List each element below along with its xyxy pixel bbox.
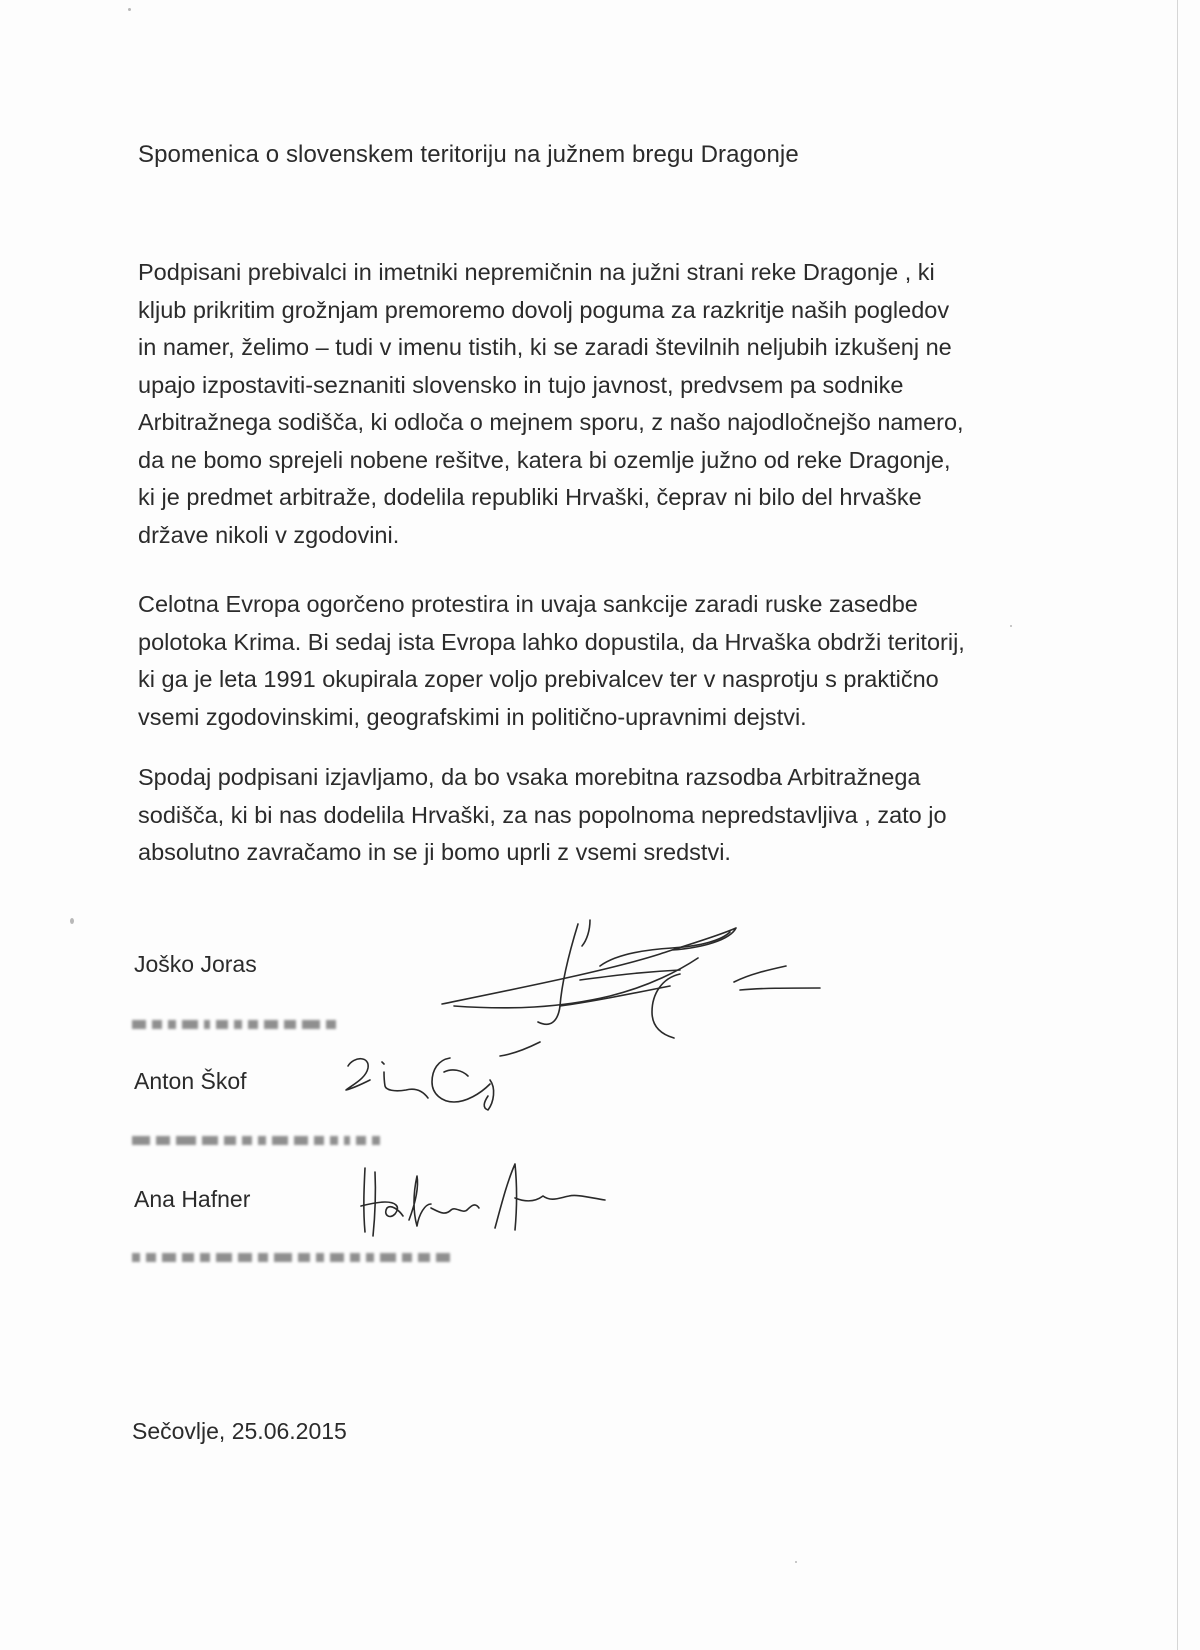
scan-speck <box>128 8 131 11</box>
paragraph-europe <box>138 586 1038 736</box>
place-and-date: Sečovlje, 25.06.2015 <box>132 1418 347 1444</box>
paragraph-line: Celotna Evropa ogorčeno protestira in uvaja sankcije zaradi ruske zasedbe <box>138 591 918 617</box>
scan-speck <box>795 1561 797 1563</box>
signatory-name: Anton Škof <box>134 1068 247 1094</box>
paragraph-line: Podpisani prebivalci in imetniki nepremičnin na južni strani reke Dragonje , ki <box>138 259 935 285</box>
redacted-address-icon <box>132 1250 450 1264</box>
paragraph-line: absolutno zavračamo in se ji bomo uprli z vsemi sredstvi. <box>138 839 731 865</box>
paragraph-line: upajo izpostaviti-seznaniti slovensko in tujo javnost, predvsem pa sodnike <box>138 371 904 398</box>
scan-speck <box>70 918 74 924</box>
redacted-address-icon <box>132 1017 336 1031</box>
signatory-name: Ana Hafner <box>134 1186 251 1212</box>
paragraph-line: države nikoli v zgodovini. <box>138 521 400 548</box>
paragraph-declaration <box>138 254 1038 554</box>
paragraph-line: Spodaj podpisani izjavljamo, da bo vsaka morebitna razsodba Arbitražnega <box>138 764 921 790</box>
paragraph-line: da ne bomo sprejeli nobene rešitve, katera bi ozemlje južno od reke Dragonje, <box>138 446 951 473</box>
signature-joras-icon <box>440 910 830 1060</box>
paragraph-line: Arbitražnega sodišča, ki odloča o mejnem sporu, z našo najodločnejšo namero, <box>138 409 964 435</box>
signature-hafner-icon <box>355 1158 645 1240</box>
document-title: Spomenica o slovenskem teritoriju na južnem bregu Dragonje <box>138 141 799 168</box>
paragraph-line: in namer, želimo – tudi v imenu tistih, ki se zaradi številnih neljubih izkušenj ne <box>138 334 952 360</box>
paragraph-line: ki ga je leta 1991 okupirala zoper voljo prebivalcev ter v nasprotju s praktično <box>138 666 939 692</box>
paragraph-line: vsemi zgodovinskimi, geografskimi in politično-upravnimi dejstvi. <box>138 703 807 730</box>
paragraph-line: kljub prikritim grožnjam premoremo dovolj poguma za razkritje naših pogledov <box>138 296 950 323</box>
redacted-address-icon <box>132 1133 380 1147</box>
paragraph-line: sodišča, ki bi nas dodelila Hrvaški, za nas popolnoma nepredstavljiva , zato jo <box>138 801 947 828</box>
scan-edge-line <box>1177 0 1178 1650</box>
paragraph-line: polotoka Krima. Bi sedaj ista Evropa lahko dopustila, da Hrvaška obdrži teritorij, <box>138 628 965 655</box>
paragraph-line: ki je predmet arbitraže, dodelila republiki Hrvaški, čeprav ni bilo del hrvaške <box>138 484 922 510</box>
signatory-name: Joško Joras <box>134 951 257 977</box>
paragraph-statement <box>138 759 1038 872</box>
signature-skof-icon <box>340 1050 520 1114</box>
